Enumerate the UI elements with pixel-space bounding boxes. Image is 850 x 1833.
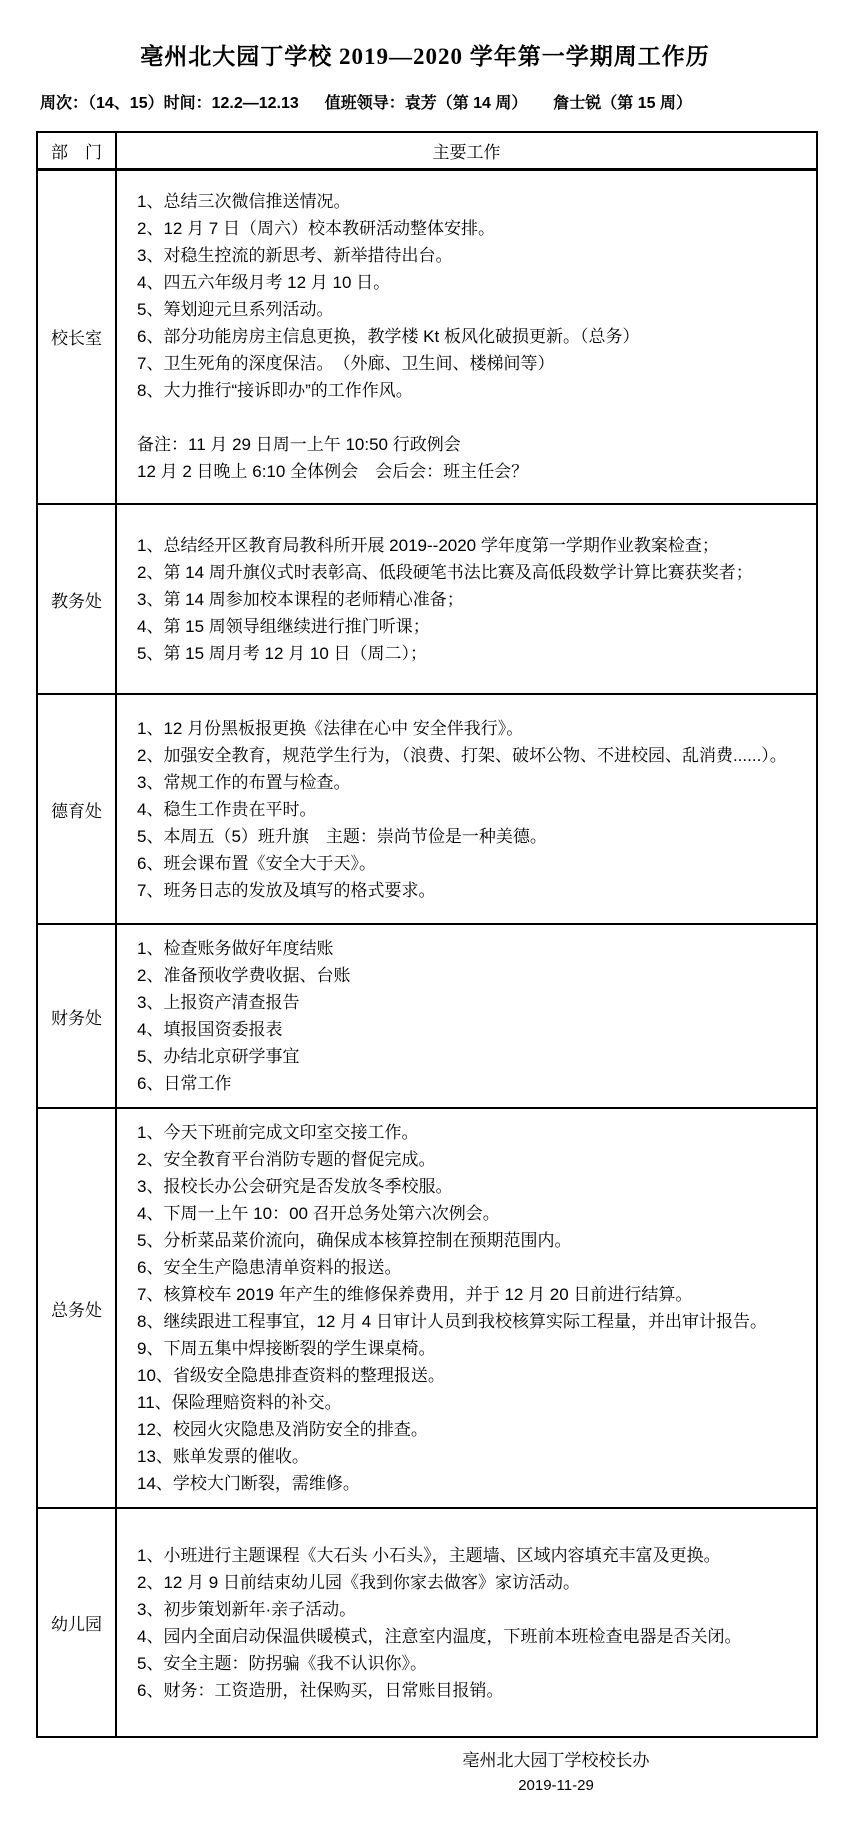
task-line: 8、继续跟进工程事宜，12 月 4 日审计人员到我校核算实际工程量，并出审计报告。 xyxy=(137,1312,767,1331)
task-line: 1、今天下班前完成文印室交接工作。 xyxy=(137,1123,419,1142)
task-line: 2、准备预收学费收据、台账 xyxy=(137,966,351,985)
task-line: 14、学校大门断裂，需维修。 xyxy=(137,1474,360,1493)
header-main-work: 主要工作 xyxy=(116,132,817,169)
task-line: 4、第 15 周领导组继续进行推门听课； xyxy=(137,616,430,636)
task-line: 5、分析菜品菜价流向，确保成本核算控制在预期范围内。 xyxy=(137,1231,572,1250)
task-line: 2、第 14 周升旗仪式时表彰高、低段硬笔书法比赛及高低段数学计算比赛获奖者； xyxy=(137,562,753,582)
work-table-body xyxy=(37,169,817,1737)
footer-date: 2019-11-29 xyxy=(518,1777,594,1794)
page-title: 亳州北大园丁学校 2019—2020 学年第一学期周工作历 xyxy=(140,44,710,69)
task-line: 6、班会课布置《安全大于天》。 xyxy=(137,853,376,873)
table-row-德育处 xyxy=(37,694,817,924)
task-line: 9、下周五集中焊接断裂的学生课桌椅。 xyxy=(137,1339,436,1358)
table-row-财务处 xyxy=(37,924,817,1108)
tasks-cell xyxy=(116,694,817,924)
task-line: 2、加强安全教育，规范学生行为，（浪费、打架、破坏公物、不进校园、乱消费......）。 xyxy=(137,745,787,765)
task-line: 3、第 14 周参加校本课程的老师精心准备； xyxy=(137,589,464,609)
tasks-cell xyxy=(116,1108,817,1508)
footer xyxy=(0,1748,850,1798)
task-line: 6、安全生产隐患清单资料的报送。 xyxy=(137,1258,402,1277)
task-line: 2、安全教育平台消防专题的督促完成。 xyxy=(137,1150,436,1169)
work-table xyxy=(36,131,818,1738)
footer-signature: 亳州北大园丁学校校长办 xyxy=(462,1751,650,1770)
task-line: 4、下周一上午 10：00 召开总务处第六次例会。 xyxy=(137,1204,500,1223)
task-line: 1、小班进行主题课程《大石头 小石头》，主题墙、区域内容填充丰富及更换。 xyxy=(137,1545,721,1565)
task-line: 7、核算校车 2019 年产生的维修保养费用，并于 12 月 20 日前进行结算。 xyxy=(137,1285,693,1304)
task-line: 2、12 月 7 日（周六）校本教研活动整体安排。 xyxy=(137,219,495,239)
table-row-总务处 xyxy=(37,1108,817,1508)
table-row-教务处 xyxy=(37,504,817,694)
meta-week-range: 周次：（14、15）时间：12.2—12.13 xyxy=(40,95,299,112)
task-line: 3、对稳生控流的新思考、新举措待出台。 xyxy=(137,246,453,266)
task-line: 4、稳生工作贵在平时。 xyxy=(137,799,317,819)
task-line: 5、安全主题：防拐骗《我不认识你》。 xyxy=(137,1653,427,1673)
tasks-cell xyxy=(116,1508,817,1737)
tasks-cell xyxy=(116,169,817,504)
task-line: 1、12 月份黑板报更换《法律在心中 安全伴我行》。 xyxy=(137,718,524,738)
task-line: 12 月 2 日晚上 6:10 全体例会 会后会：班主任会？ xyxy=(137,462,529,482)
task-line xyxy=(137,404,798,431)
department-label: 财务处 xyxy=(37,924,116,1108)
task-line: 6、部分功能房房主信息更换，教学楼 Kt 板风化破损更新。（总务） xyxy=(137,327,640,347)
table-row-幼儿园 xyxy=(37,1508,817,1737)
task-line: 3、报校长办公会研究是否发放冬季校服。 xyxy=(137,1177,453,1196)
meta-duty-leader-week14: 值班领导：袁芳（第 14 周） xyxy=(324,95,528,112)
task-line: 7、卫生死角的深度保洁。 （外廊、卫生间、楼梯间等） xyxy=(137,354,555,374)
task-line: 4、填报国资委报表 xyxy=(137,1020,283,1039)
tasks-cell xyxy=(116,924,817,1108)
task-line: 7、班务日志的发放及填写的格式要求。 xyxy=(137,880,436,900)
department-label: 教务处 xyxy=(37,504,116,694)
task-line: 4、园内全面启动保温供暖模式，注意室内温度，下班前本班检查电器是否关闭。 xyxy=(137,1626,742,1646)
meta-duty-leader-week15: 詹士锐（第 15 周） xyxy=(553,95,692,112)
header-department: 部 门 xyxy=(37,132,116,169)
department-label: 幼儿园 xyxy=(37,1508,116,1737)
task-line: 6、日常工作 xyxy=(137,1074,232,1093)
task-line: 11、保险理赔资料的补交。 xyxy=(137,1393,342,1412)
task-line: 2、12 月 9 日前结束幼儿园《我到你家去做客》家访活动。 xyxy=(137,1572,580,1592)
task-line: 4、四五六年级月考 12 月 10 日。 xyxy=(137,273,391,293)
task-line: 3、上报资产清查报告 xyxy=(137,993,300,1012)
department-label: 德育处 xyxy=(37,694,116,924)
task-line: 1、检查账务做好年度结账 xyxy=(137,939,334,958)
task-line: 5、办结北京研学事宜 xyxy=(137,1047,300,1066)
department-label: 校长室 xyxy=(37,169,116,504)
task-line: 1、总结经开区教育局教科所开展 2019--2020 学年度第一学期作业教案检查； xyxy=(137,535,719,555)
table-header-row xyxy=(37,132,817,169)
task-line: 备注：11 月 29 日周一上午 10:50 行政例会 xyxy=(137,435,461,455)
task-line: 13、账单发票的催收。 xyxy=(137,1447,309,1466)
task-line: 6、财务：工资造册，社保购买，日常账目报销。 xyxy=(137,1680,504,1700)
task-line: 5、第 15 周月考 12 月 10 日（周二）； xyxy=(137,643,428,663)
task-line: 5、筹划迎元旦系列活动。 xyxy=(137,300,334,320)
task-line: 3、初步策划新年·亲子活动。 xyxy=(137,1599,357,1619)
task-line: 12、校园火灾隐患及消防安全的排查。 xyxy=(137,1420,428,1439)
meta-row xyxy=(40,90,692,113)
table-row-校长室 xyxy=(37,169,817,504)
tasks-cell xyxy=(116,504,817,694)
task-line: 8、大力推行“接诉即办”的工作作风。 xyxy=(137,381,413,401)
task-line: 3、常规工作的布置与检查。 xyxy=(137,772,351,792)
task-line: 5、本周五（5）班升旗 主题：崇尚节俭是一种美德。 xyxy=(137,826,547,846)
task-line: 10、省级安全隐患排查资料的整理报送。 xyxy=(137,1366,445,1385)
task-line: 1、总结三次微信推送情况。 xyxy=(137,192,351,212)
department-label: 总务处 xyxy=(37,1108,116,1508)
